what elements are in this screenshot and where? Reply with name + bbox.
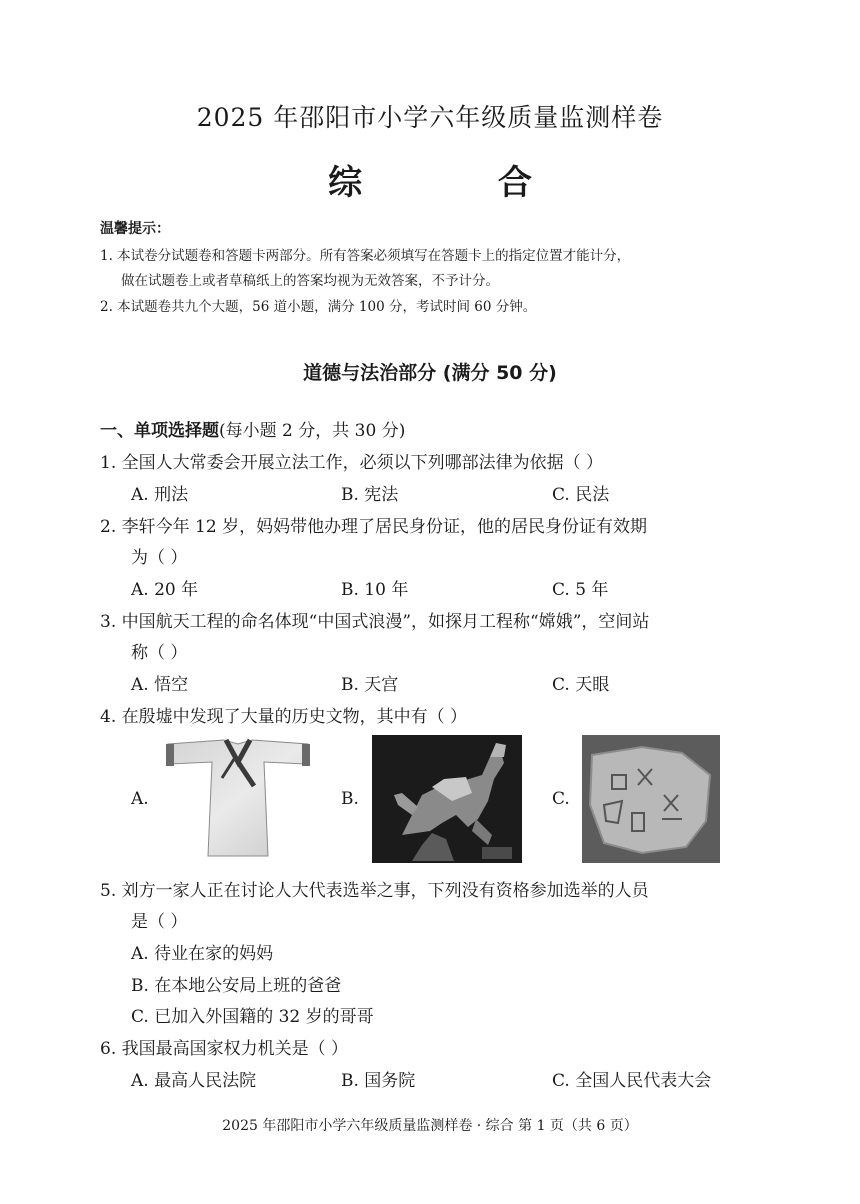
option-c: C.	[552, 789, 570, 809]
oracle-bone-drawing	[582, 735, 720, 863]
section-title: 道德与法治部分 (满分 50 分)	[303, 362, 557, 384]
part-heading-note: (每小题 2 分，共 30 分)	[219, 421, 406, 441]
option-a: A. 20 年	[131, 580, 199, 600]
option-b: B. 天宫	[341, 675, 399, 695]
robe-image-drawing	[164, 734, 312, 858]
page-footer: 2025 年邵阳市小学六年级质量监测样卷 · 综合 第 1 页（共 6 页）	[222, 1118, 638, 1134]
question-stem: 2. 李轩今年 12 岁，妈妈带他办理了居民身份证，他的居民身份证有效期	[100, 517, 648, 537]
oracle-bone-image	[582, 735, 720, 863]
question-stem: 1. 全国人大常委会开展立法工作，必须以下列哪部法律为依据（ ）	[100, 453, 604, 473]
option-b: B. 在本地公安局上班的爸爸	[131, 976, 342, 996]
tip-item: 做在试题卷上或者草稿纸上的答案均视为无效答案，不予计分。	[121, 273, 499, 289]
option-b: B. 宪法	[341, 485, 399, 505]
option-b: B. 国务院	[341, 1071, 416, 1091]
subject-title: 综 合	[328, 163, 574, 203]
robe-image	[164, 734, 312, 858]
tip-item: 1. 本试卷分试题卷和答题卡两部分。所有答案必须填写在答题卡上的指定位置才能计分，	[100, 248, 631, 264]
option-c: C. 已加入外国籍的 32 岁的哥哥	[131, 1007, 374, 1027]
option-c: C. 民法	[552, 485, 610, 505]
option-a: A. 悟空	[131, 675, 189, 695]
part-heading	[100, 416, 405, 441]
option-c: C. 天眼	[552, 675, 610, 695]
tip-item: 2. 本试题卷共九个大题，56 道小题，满分 100 分，考试时间 60 分钟。	[100, 299, 537, 315]
option-b: B. 10 年	[341, 580, 409, 600]
horse-statue-image	[372, 735, 522, 863]
question-stem: 4. 在殷墟中发现了大量的历史文物，其中有（ ）	[100, 707, 468, 727]
option-a: A. 待业在家的妈妈	[131, 944, 274, 964]
question-stem: 3. 中国航天工程的命名体现“中国式浪漫”，如探月工程称“嫦娥”，空间站	[100, 612, 650, 632]
option-c: C. 全国人民代表大会	[552, 1071, 712, 1091]
question-stem-cont: 称（ ）	[131, 643, 188, 663]
option-c: C. 5 年	[552, 580, 609, 600]
part-heading-label: 一、单项选择题	[100, 421, 219, 441]
horse-statue-drawing	[372, 735, 522, 863]
option-a: A. 最高人民法院	[131, 1071, 257, 1091]
tips-heading: 温馨提示：	[100, 221, 170, 237]
question-stem: 5. 刘方一家人正在讨论人大代表选举之事，下列没有资格参加选举的人员	[100, 881, 649, 901]
exam-title: 2025 年邵阳市小学六年级质量监测样卷	[196, 103, 664, 132]
question-stem: 6. 我国最高国家权力机关是（ ）	[100, 1039, 349, 1059]
option-a: A. 刑法	[131, 485, 189, 505]
option-a: A.	[131, 789, 149, 809]
question-stem-cont: 为（ ）	[131, 548, 188, 568]
option-b: B.	[341, 789, 359, 809]
question-stem-cont: 是（ ）	[131, 912, 188, 932]
